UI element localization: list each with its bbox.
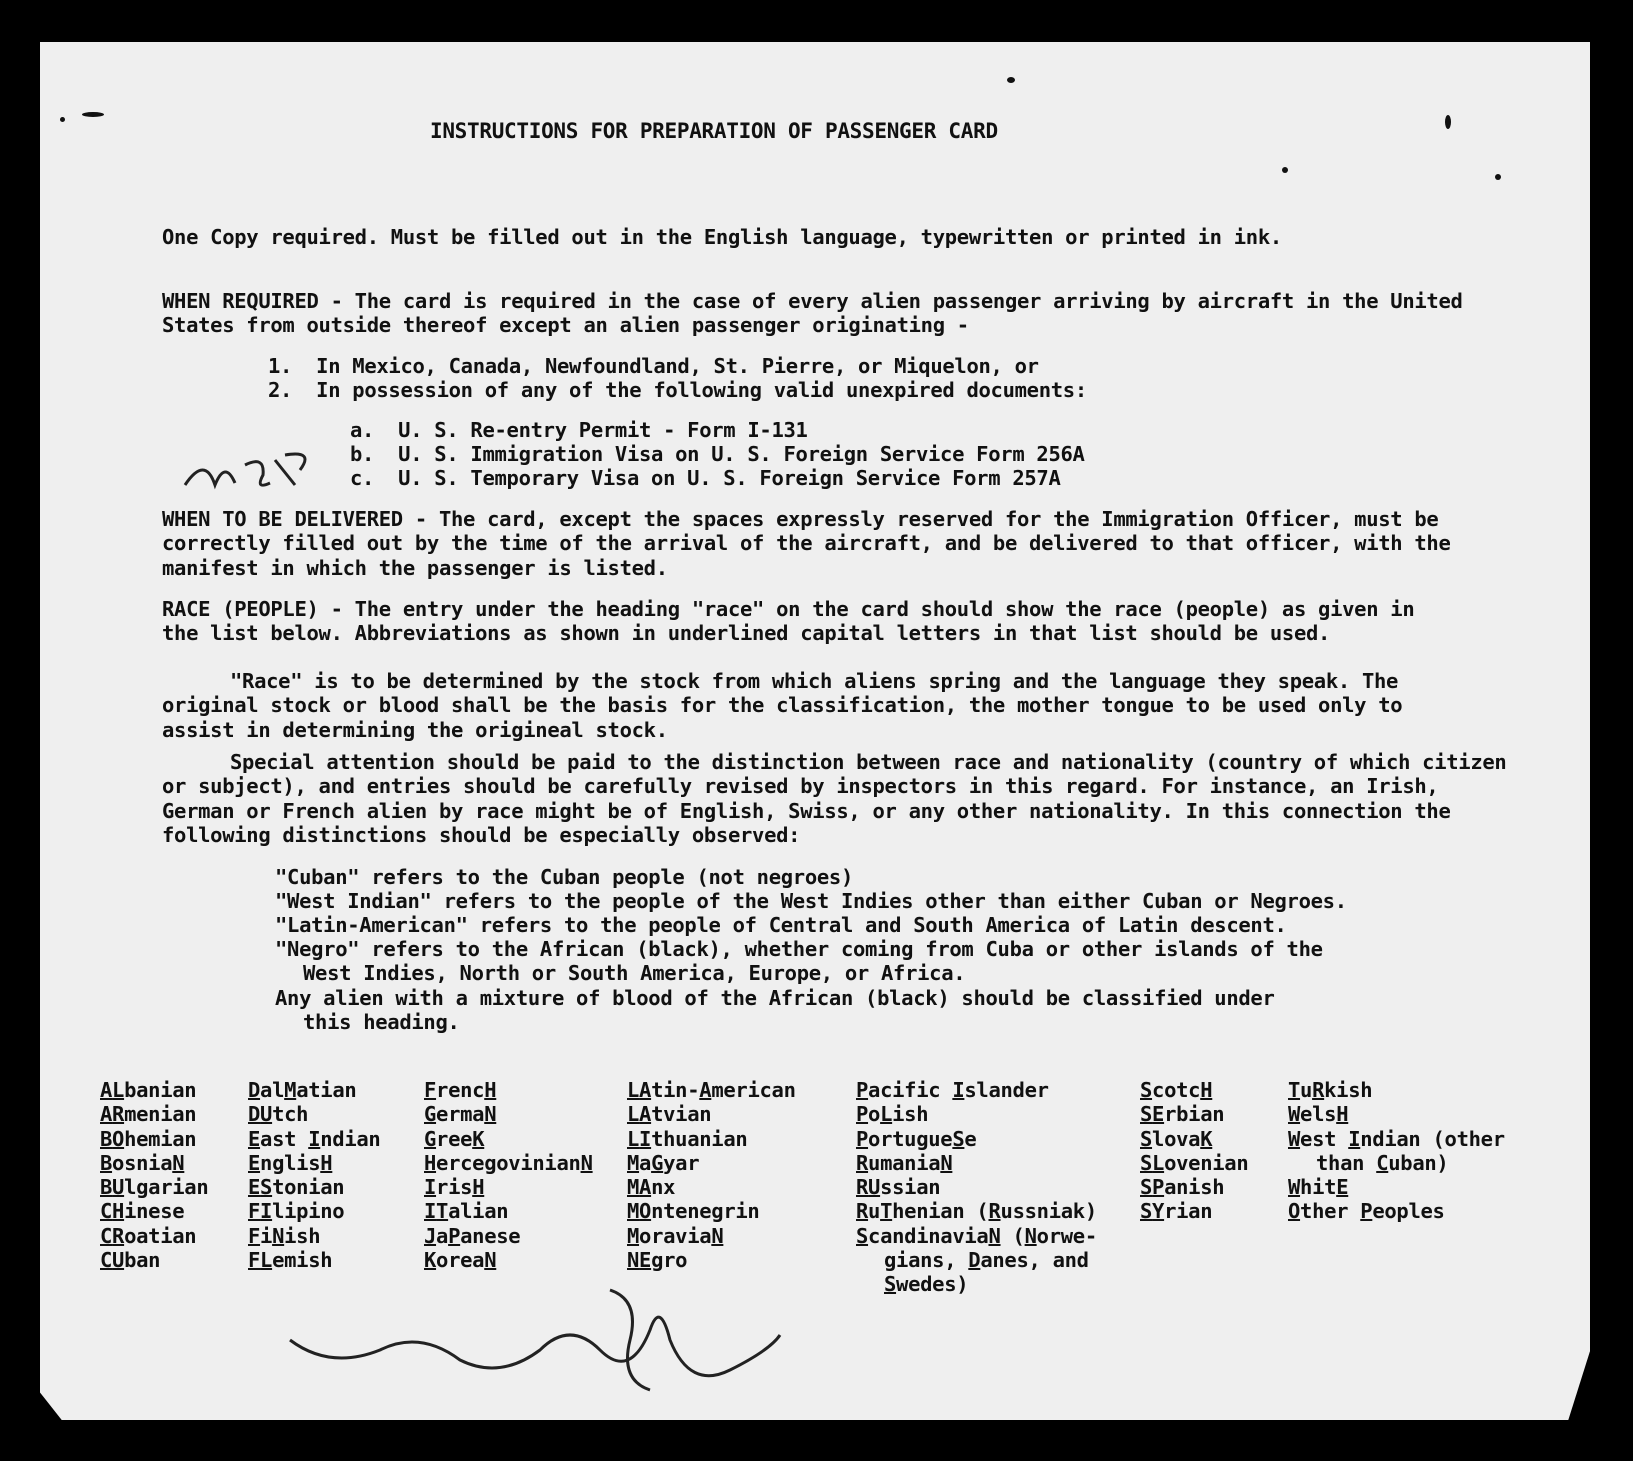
- race-entry: MAnx: [627, 1175, 676, 1200]
- race-entry: RumaniaN: [856, 1150, 953, 1175]
- race-entry: PortugueSe: [856, 1126, 977, 1151]
- race-entry: East Indian: [248, 1126, 381, 1151]
- race-entry: ScotcH: [1140, 1078, 1213, 1102]
- race-entry: SlovaK: [1140, 1126, 1213, 1151]
- race-entry: JaPanese: [424, 1223, 521, 1248]
- race-entry: RUssian: [856, 1175, 941, 1200]
- paragraph-race-definition: "Race" is to be determined by the stock from which aliens spring and the language they speak. The original stock or blood shall be the basis for the classification, the mother tongue to be used only to assist in determining the origineal stock.: [162, 669, 1403, 742]
- list-item: 2. In possession of any of the following valid unexpired documents:: [268, 378, 1087, 402]
- race-entry: WhitE: [1288, 1175, 1349, 1200]
- paragraph-copy-required: One Copy required. Must be filled out in the English language, typewritten or printed in ink.: [162, 225, 1282, 249]
- race-entry: LAtin-American: [627, 1078, 796, 1102]
- race-entry: BosniaN: [100, 1150, 185, 1175]
- race-entry: RuThenian (Russniak): [856, 1199, 1097, 1224]
- race-entry: ITalian: [424, 1199, 509, 1224]
- race-entry: MaGyar: [627, 1150, 700, 1175]
- race-entry: ScandinaviaN (Norwe-: [856, 1223, 1097, 1248]
- race-entry: SPanish: [1140, 1175, 1225, 1200]
- scan-speck: [60, 117, 65, 122]
- race-entry: gians, Danes, and: [884, 1248, 1089, 1273]
- race-entry: SErbian: [1140, 1102, 1225, 1127]
- race-entry: CRoatian: [100, 1223, 197, 1248]
- race-entry: WelsH: [1288, 1102, 1349, 1127]
- distinction-item: "West Indian" refers to the people of the West Indies other than either Cuban or Negroes.: [275, 889, 1347, 913]
- race-column-3: [424, 1078, 593, 1272]
- race-entry: MoraviaN: [627, 1223, 724, 1248]
- list-item: 1. In Mexico, Canada, Newfoundland, St. Pierre, or Miquelon, or: [268, 354, 1039, 378]
- race-entry: ARmenian: [100, 1102, 197, 1127]
- race-entry: FrencH: [424, 1078, 497, 1102]
- race-entry: Swedes): [884, 1272, 969, 1297]
- race-column-5: [856, 1078, 1097, 1297]
- scan-speck: [1495, 174, 1501, 180]
- race-entry: BUlgarian: [100, 1175, 209, 1200]
- race-entry: MOntenegrin: [627, 1199, 760, 1224]
- scan-speck: [82, 112, 104, 117]
- race-entry: DUtch: [248, 1102, 309, 1127]
- race-entry: EStonian: [248, 1175, 345, 1200]
- race-entry: KoreaN: [424, 1248, 497, 1273]
- race-entry: TuRkish: [1288, 1078, 1373, 1102]
- race-entry: ALbanian: [100, 1078, 197, 1102]
- race-entry: SLovenian: [1140, 1150, 1249, 1175]
- race-entry: LIthuanian: [627, 1126, 748, 1151]
- race-entry: GreeK: [424, 1126, 485, 1151]
- race-column-7: [1288, 1078, 1505, 1224]
- sublist-item: a. U. S. Re-entry Permit - Form I-131: [350, 418, 808, 442]
- distinction-item: Any alien with a mixture of blood of the African (black) should be classified under this heading.: [275, 986, 1275, 1035]
- race-column-6: [1140, 1078, 1248, 1224]
- race-entry: IrisH: [424, 1175, 485, 1200]
- race-entry: FIlipino: [248, 1199, 345, 1224]
- scan-speck: [1445, 115, 1451, 129]
- race-entry: Pacific Islander: [856, 1078, 1049, 1102]
- race-entry: CHinese: [100, 1199, 185, 1224]
- margin-handwriting: [175, 445, 325, 505]
- scan-speck: [1007, 77, 1015, 83]
- race-entry: West Indian (other: [1288, 1126, 1505, 1151]
- race-column-4: [627, 1078, 796, 1272]
- race-entry: LAtvian: [627, 1102, 712, 1127]
- race-entry: BOhemian: [100, 1126, 197, 1151]
- race-entry: EnglisH: [248, 1150, 333, 1175]
- race-entry: FiNish: [248, 1223, 321, 1248]
- paragraph-when-required: WHEN REQUIRED - The card is required in the case of every alien passenger arriving by aircraft in the United States from outside thereof except an alien passenger originating -: [162, 289, 1463, 338]
- race-entry: GermaN: [424, 1102, 497, 1127]
- scan-speck: [1282, 167, 1288, 173]
- distinction-item: "Negro" refers to the African (black), whether coming from Cuba or other islands of the West Indies, North or South America, Europe, or Africa.: [275, 937, 1323, 986]
- race-column-1: [100, 1078, 208, 1272]
- paragraph-when-delivered: WHEN TO BE DELIVERED - The card, except the spaces expressly reserved for the Immigration Officer, must be correctly filled out by the time of the arrival of the aircraft, and be delivered to that officer, with the manifest in which the passenger is listed.: [162, 507, 1451, 580]
- sublist-item: b. U. S. Immigration Visa on U. S. Foreign Service Form 256A: [350, 442, 1085, 466]
- sublist-item: c. U. S. Temporary Visa on U. S. Foreign Service Form 257A: [350, 466, 1061, 490]
- page-title: INSTRUCTIONS FOR PREPARATION OF PASSENGER CARD: [430, 119, 998, 143]
- race-entry: Other Peoples: [1288, 1199, 1445, 1224]
- race-entry: than Cuban): [1316, 1150, 1449, 1175]
- race-entry: CUban: [100, 1248, 161, 1273]
- race-entry: NEgro: [627, 1248, 688, 1273]
- race-entry: PoLish: [856, 1102, 929, 1127]
- race-entry: DalMatian: [248, 1078, 357, 1102]
- race-column-2: [248, 1078, 380, 1272]
- paragraph-special-attention: Special attention should be paid to the distinction between race and nationality (country of which citizen or subject), and entries should be carefully revised by inspectors in this regard. For instance, an Irish, German or French alien by race might be of English, Swiss, or any other nationality. In this connection the following distinctions should be especially observed:: [162, 750, 1507, 847]
- race-entry: FLemish: [248, 1248, 333, 1273]
- race-entry: SYrian: [1140, 1199, 1213, 1224]
- distinction-item: "Latin-American" refers to the people of Central and South America of Latin descent.: [275, 913, 1287, 937]
- paragraph-race-people: RACE (PEOPLE) - The entry under the heading "race" on the card should show the race (people) as given in the list below. Abbreviations as shown in underlined capital letters in that list should be used.: [162, 597, 1415, 646]
- race-entry: HercegovinianN: [424, 1150, 593, 1175]
- signature: [270, 1280, 790, 1420]
- distinction-item: "Cuban" refers to the Cuban people (not negroes): [275, 865, 854, 889]
